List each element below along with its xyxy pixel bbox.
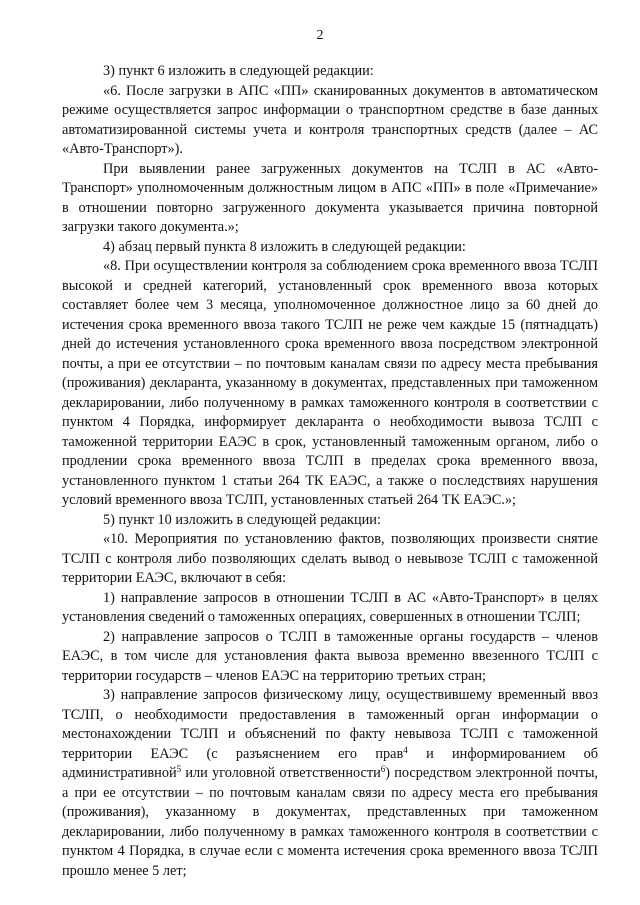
footnote-ref-5: 5 xyxy=(176,764,182,774)
item-5-heading: 5) пункт 10 изложить в следующей редакции: xyxy=(103,511,381,528)
clause-10-subitem-3 xyxy=(62,686,598,881)
subitem-3-part-d: ) посредством электронной почты, а при ее отсутствии – по почтовым каналам связи по адресу места его пребывания (проживания), указанному в документах, представленных при таможенном декларировании, либо полученному в рамках таможенного контроля в соответствии с пунктом 4 Порядка, в случае если с момента истечения срока временного ввоза ТСЛП прошло менее 5 лет; xyxy=(62,765,598,879)
item-3-heading: 3) пункт 6 изложить в следующей редакции: xyxy=(103,63,374,79)
clause-10-intro: «10. Мероприятия по установлению фактов, позволяющих произвести снятие ТСЛП с контроля либо позволяющих сделать вывод о невывозе ТСЛП с таможенной территории ЕАЭС, включают в себя: xyxy=(62,531,598,586)
footnote-ref-6: 6 xyxy=(380,764,386,774)
subitem-3-part-c: или уголовной ответственности xyxy=(181,765,381,781)
page-number: 2 xyxy=(316,28,324,43)
footnote-ref-4: 4 xyxy=(403,744,408,755)
clause-10-subitem-1: 1) направление запросов в отношении ТСЛП в АС «Авто-Транспорт» в целях установления сведений о таможенных операциях, совершенных в отношении ТСЛП; xyxy=(62,589,598,625)
document-body xyxy=(62,62,598,881)
subitem-3-part-a: 3) направление запросов физическому лицу, осуществившему временный ввоз ТСЛП, о необходимости предоставления в таможенный орган информации о местонахождении ТСЛП и объяснений по факту невывоза ТСЛП с таможенной территории ЕАЭС (с разъяснением его прав xyxy=(62,687,598,762)
clause-6-paragraph-2: При выявлении ранее загруженных документов на ТСЛП в АС «Авто-Транспорт» уполномоченным должностным лицом в АПС «ПП» в поле «Примечание» в отношении повторно загруженного документа указывается причина повторной загрузки такого документа.»; xyxy=(62,160,598,235)
item-4-heading: 4) абзац первый пункта 8 изложить в следующей редакции: xyxy=(103,238,466,255)
clause-6-text: «6. После загрузки в АПС «ПП» сканированных документов в автоматическом режиме осуществляется запрос информации о транспортном средстве в базе данных автоматизированной системы учета и контроля транспортных средств (далее – АС «Авто-Транспорт»). xyxy=(62,82,598,157)
clause-8-text: «8. При осуществлении контроля за соблюдением срока временного ввоза ТСЛП высокой и средней категорий, установленный срок временного ввоза которых составляет более чем 3 месяца, уполномоченное должностное лицо за 60 дней до истечения срока временного ввоза такого ТСЛП не реже чем каждые 15 (пятнадцать) дней до истечения установленного срока временного ввоза посредством электронной почты, а при ее отсутствии – по почтовым каналам связи по адресу места пребывания (проживания) декларанта, указанному в документах, представленных при таможенном декларировании, либо полученному в рамках таможенного контроля в соответствии с пунктом 4 Порядка, информирует декларанта о необходимости вывоза ТСЛП с таможенной территории ЕАЭС в срок, установленный таможенным органом, либо о продлении срока временного ввоза ТСЛП в пределах срока временного ввоза, установленного пунктом 1 статьи 264 ТК ЕАЭС, а также о последствиях нарушения условий временного ввоза ТСЛП, установленных статьей 264 ТК ЕАЭС.»; xyxy=(62,258,598,508)
clause-10-subitem-2: 2) направление запросов о ТСЛП в таможенные органы государств – членов ЕАЭС, в том числе для установления факта вывоза временно ввезенного ТСЛП с территории государств – членов ЕАЭС на территорию третьих стран; xyxy=(62,628,598,684)
subitem-3-part-b: и информированием об административной xyxy=(62,745,598,781)
